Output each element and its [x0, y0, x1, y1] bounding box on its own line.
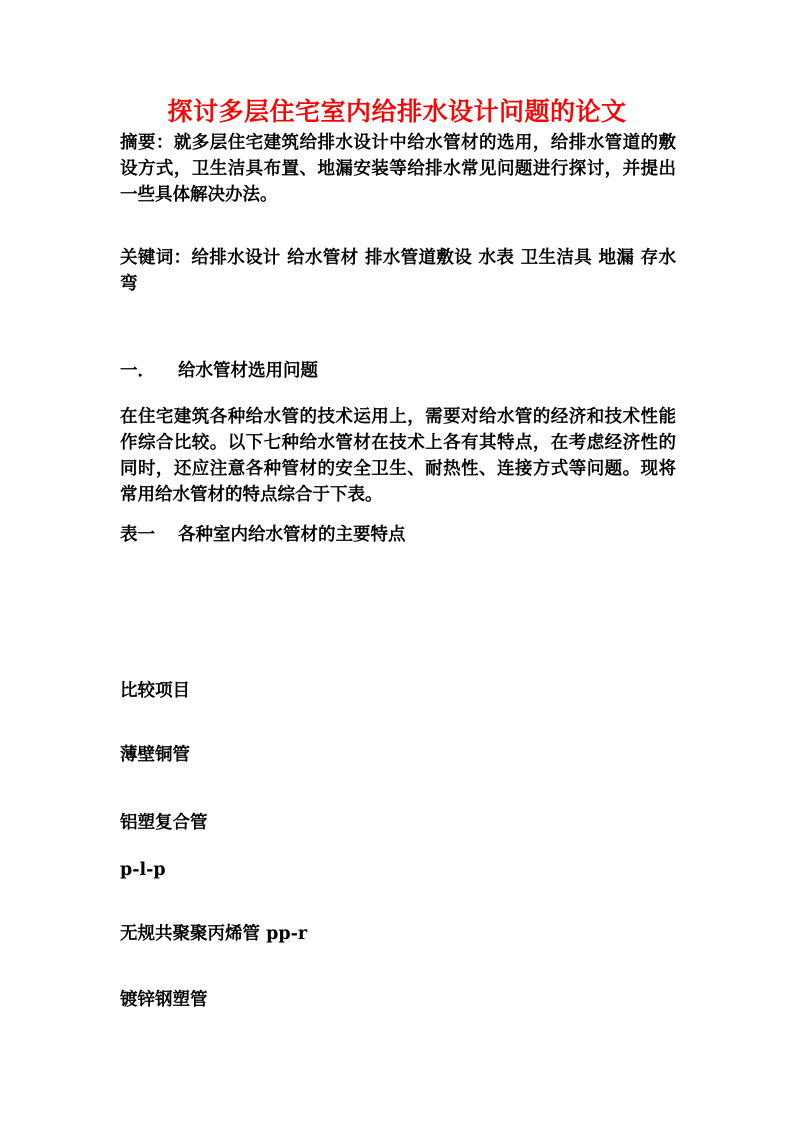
table-item: 铝塑复合管: [120, 813, 208, 833]
table-item: 镀锌钢塑管: [120, 990, 208, 1010]
table-item: 无规共聚聚丙烯管 pp-r: [120, 924, 308, 944]
table-caption-text: 各种室内给水管材的主要特点: [178, 525, 406, 545]
keywords-paragraph: 关键词：给排水设计 给水管材 排水管道敷设 水表 卫生洁具 地漏 存水弯: [120, 248, 676, 294]
section-number: 一．: [120, 361, 155, 381]
table-item: 比较项目: [120, 681, 190, 701]
abstract-paragraph: 摘要：就多层住宅建筑给排水设计中给水管材的选用，给排水管道的敷设方式，卫生洁具布置、地漏安装等给排水常见问题进行探讨，并提出一些具体解决办法。: [120, 133, 676, 205]
section-heading-text: 给水管材选用问题: [178, 361, 318, 381]
body-paragraph: 在住宅建筑各种给水管的技术运用上，需要对给水管的经济和技术性能作综合比较。以下七种给水管材在技术上各有其特点，在考虑经济性的同时，还应注意各种管材的安全卫生、耐热性、连接方式等问题。现将常用给水管材的特点综合于下表。: [120, 407, 676, 505]
document-title: 探讨多层住宅室内给排水设计问题的论文: [167, 97, 627, 126]
table-item: 薄壁铜管: [120, 745, 190, 765]
table-item: p-l-p: [120, 860, 166, 880]
table-caption: [120, 522, 676, 548]
section-heading: [120, 358, 676, 384]
table-caption-number: 表一: [120, 525, 155, 545]
